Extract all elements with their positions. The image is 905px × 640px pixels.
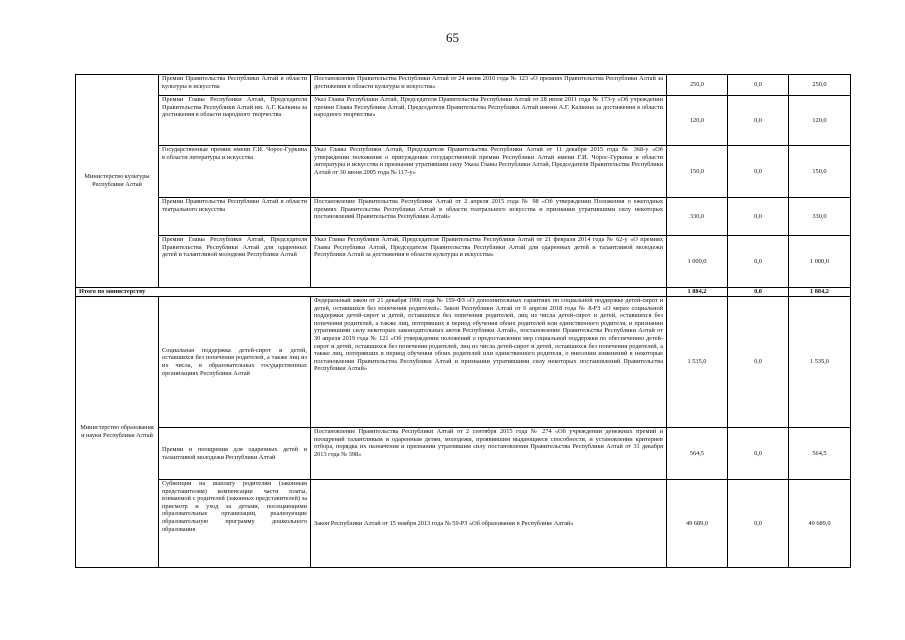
measure-cell: Субвенции на выплату родителям (законным представителям) компенсации части платы, взимаемой с родителей (законных представителей) за присмотр и уход за детьми, посещающими образовательные организации, реализующие образовательную программу дошкольного образования	[159, 480, 311, 568]
value-cell: 0,0	[728, 146, 789, 198]
value-cell: 564,5	[789, 428, 851, 480]
table-row	[76, 428, 851, 480]
total-value: 1 884,2	[667, 288, 728, 297]
value-cell: 1 000,0	[667, 236, 728, 288]
value-cell: 250,0	[667, 75, 728, 96]
basis-cell: Указ Главы Республики Алтай, Председателя Правительства Республики Алтай от 28 июля 2011 года № 173-у «Об учреждении премии Главы Республики Алтай, Председателя Правительства Республики Алтай имени А.Г. Калкина за достижения в области народного творчества»	[311, 96, 667, 146]
value-cell: 49 689,0	[789, 480, 851, 568]
value-cell: 250,0	[789, 75, 851, 96]
basis-cell: Постановление Правительства Республики Алтай от 2 апреля 2015 года № 98 «Об утверждении Положения о ежегодных премиях Правительства Республики Алтай в области театрального искусства и признании утратившими силу некоторых постановлений Правительства Республики Алтай»	[311, 198, 667, 236]
measure-cell: Премии Главы Республики Алтай, Председателя Правительства Республики Алтай им. А.Г. Калкина за достижения в области народного творчества	[159, 96, 311, 146]
measure-cell: Государственные премии имени Г.И. Чорос-Гуркина в области литературы и искусства	[159, 146, 311, 198]
ministry-cell: Министерство культуры Республики Алтай	[76, 75, 159, 288]
table-row	[76, 146, 851, 198]
table-row	[76, 198, 851, 236]
value-cell: 1 535,0	[667, 297, 728, 428]
basis-cell: Указ Главы Республики Алтай, Председателя Правительства Республики Алтай от 11 декабря 2015 года № 368-у «Об утверждении положения о присуждении государственной премии Республики Алтай имени Г.И. Чорос-Гуркина в области литературы и искусства и признании утратившим силу Указа Главы Республики Алтай, Председателя Правительства Республики Алтай от 30 июня 2005 года № 117-у»	[311, 146, 667, 198]
value-cell: 150,0	[667, 146, 728, 198]
measure-cell: Премии и поощрения для одаренных детей и талантливой молодежи Республики Алтай	[159, 428, 311, 480]
total-value: 1 884,2	[789, 288, 851, 297]
ministry-cell: Министерство образования и науки Республики Алтай	[76, 297, 159, 568]
total-label: Итого по министерству	[76, 288, 667, 297]
basis-cell: Федеральный закон от 21 декабря 1996 года № 159-ФЗ «О дополнительных гарантиях по социальной поддержке детей-сирот и детей, оставшихся без попечения родителей». Закон Республики Алтай от 6 апреля 2018 года № 8-РЗ «О мерах социальной поддержки детей-сирот и детей, оставшихся без попечения родителей, лиц из числа детей-сирот и детей, оставшихся без попечения родителей, а также лиц, потерявших в период обучения обоих родителей или единственного родителя, и признании утратившими силу некоторых законодательных актов Республики Алтай», постановление Правительства Республики Алтай от 30 апреля 2019 года № 121 «Об утверждении положений о предоставлении мер социальной поддержки по обеспечению детей-сирот и детей, оставшихся без попечения родителей, лиц из числа детей-сирот и детей, оставшихся без попечения родителей, а также лиц, потерявших в период обучения обоих родителей или единственного родителя, о внесении изменений в некоторые постановления Правительства Республики Алтай и признании утратившими силу некоторых постановлений Правительства Республики Алтай»	[311, 297, 667, 428]
value-cell: 0,0	[728, 480, 789, 568]
value-cell: 120,0	[667, 96, 728, 146]
value-cell: 0,0	[728, 297, 789, 428]
basis-cell: Закон Республики Алтай от 15 ноября 2013 года № 59-РЗ «Об образовании в Республике Алтай»	[311, 480, 667, 568]
total-row	[76, 288, 851, 297]
value-cell: 1 535,0	[789, 297, 851, 428]
value-cell: 49 689,0	[667, 480, 728, 568]
value-cell: 0,0	[728, 198, 789, 236]
basis-cell: Постановление Правительства Республики Алтай от 24 июня 2010 года № 123 «О премиях Правительства Республики Алтай за достижения в области культуры и искусства»	[311, 75, 667, 96]
value-cell: 330,0	[789, 198, 851, 236]
measure-cell: Премии Правительства Республики Алтай в области культуры и искусства	[159, 75, 311, 96]
basis-cell: Указ Главы Республики Алтай, Председателя Правительства Республики Алтай от 21 февраля 2014 года № 62-у «О премиях Главы Республики Алтай, Председателя Правительства Республики Алтай для одаренных детей и талантливой молодежи Республики Алтай за достижения в области культуры и искусства»	[311, 236, 667, 288]
page-number: 65	[446, 30, 459, 45]
total-value: 0,0	[728, 288, 789, 297]
value-cell: 1 000,0	[789, 236, 851, 288]
value-cell: 0,0	[728, 428, 789, 480]
table-row	[76, 297, 851, 428]
value-cell: 0,0	[728, 75, 789, 96]
value-cell: 0,0	[728, 96, 789, 146]
value-cell: 564,5	[667, 428, 728, 480]
budget-table	[75, 74, 851, 568]
basis-cell: Постановление Правительства Республики Алтай от 2 сентября 2015 года № 274 «Об учреждении денежных премий и поощрений талантливым и одаренным детям, молодежи, проявившим выдающиеся способности, и установлении критериев отбора, порядка их назначения и признании утратившим силу постановления Правительства Республики Алтай от 31 декабря 2013 года № 398»	[311, 428, 667, 480]
value-cell: 150,0	[789, 146, 851, 198]
measure-cell: Премии Правительства Республики Алтай в области театрального искусства	[159, 198, 311, 236]
table-row	[76, 96, 851, 146]
table-row	[76, 75, 851, 96]
value-cell: 0,0	[728, 236, 789, 288]
measure-cell: Социальная поддержка детей-сирот и детей, оставшихся без попечения родителей, а также лиц из их числа, в образовательных государственных организациях Республики Алтай	[159, 297, 311, 428]
value-cell: 120,0	[789, 96, 851, 146]
table-row	[76, 236, 851, 288]
measure-cell: Премии Главы Республики Алтай, Председателя Правительства Республики Алтай для одаренных детей и талантливой молодежи Республики Алтай	[159, 236, 311, 288]
value-cell: 330,0	[667, 198, 728, 236]
table-row	[76, 480, 851, 568]
